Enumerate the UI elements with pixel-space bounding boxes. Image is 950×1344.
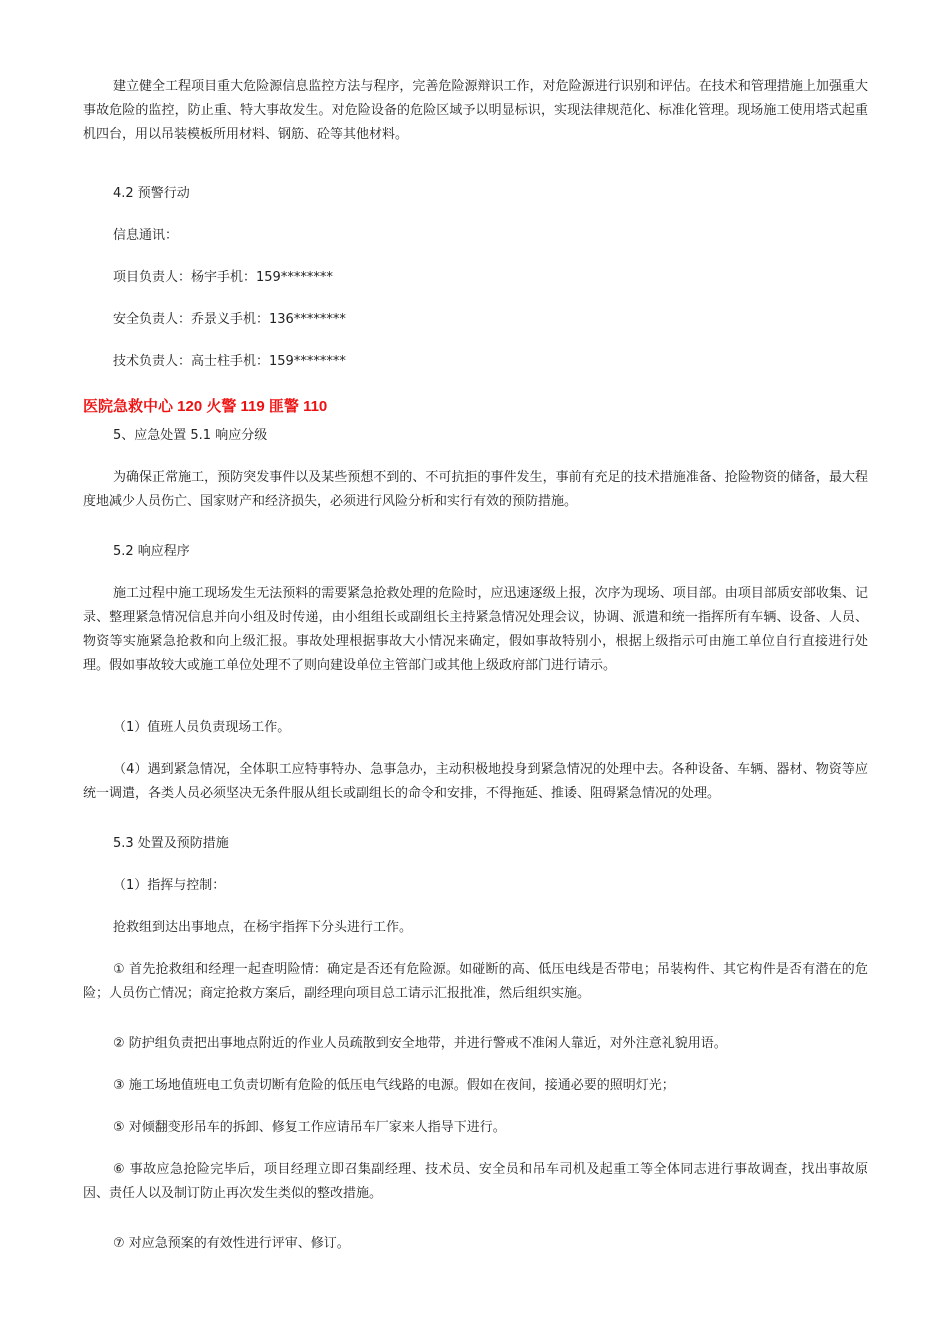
heading-5-1-response-levels: 5、应急处置 5.1 响应分级 — [113, 428, 268, 443]
heading-5-3-disposal-prevention: 5.3 处置及预防措施 — [113, 836, 229, 851]
emergency-hotlines: 医院急救中心 120 火警 119 匪警 110 — [83, 398, 328, 415]
heading-4-2-warning-action: 4.2 预警行动 — [113, 186, 190, 201]
paragraph-prevention-measures: 为确保正常施工，预防突发事件以及某些预想不到的、不可抗拒的事件发生，事前有充足的技术措施准备、抢险物资的储备，最大程度地减少人员伤亡、国家财产和经济损失，必须进行风险分析和实行有效的预防措施。 — [83, 470, 868, 509]
paragraph-rescue-team: 抢救组到达出事地点，在杨宇指挥下分头进行工作。 — [113, 920, 413, 935]
step-1-assess-danger: ① 首先抢救组和经理一起查明险情：确定是否还有危险源。如碰断的高、低压电线是否带电；吊装构件、其它构件是否有潜在的危险；人员伤亡情况；商定抢救方案后，副经理向项目总工请示汇报批准，然后组织实施。 — [83, 962, 868, 1001]
item-duty-staff: （1）值班人员负责现场工作。 — [113, 720, 291, 735]
paragraph-hazard-monitoring: 建立健全工程项目重大危险源信息监控方法与程序，完善危险源辩识工作，对危险源进行识别和评估。在技术和管理措施上加强重大事故危险的监控，防止重、特大事故发生。对危险设备的危险区域予以明显标识，实现法律规范化、标准化管理。现场施工使用塔式起重机四台，用以吊装模板所用材料、钢筋、砼等其他材料。 — [83, 79, 868, 142]
item-command-control: （1）指挥与控制： — [113, 878, 226, 893]
contact-project-lead: 项目负责人：杨宇手机：159******** — [113, 270, 333, 285]
contact-safety-lead: 安全负责人：乔景义手机：136******** — [113, 312, 346, 327]
step-2-evacuation: ② 防护组负责把出事地点附近的作业人员疏散到安全地带，并进行警戒不准闲人靠近，对外注意礼貌用语。 — [113, 1036, 727, 1051]
paragraph-reporting-procedure: 施工过程中施工现场发生无法预料的需要紧急抢救处理的危险时，应迅速逐级上报，次序为现场、项目部。由项目部质安部收集、记录、整理紧急情况信息并向小组及时传递，由小组组长或副组长主持紧急情况处理会议，协调、派遣和统一指挥所有车辆、设备、人员、物资等实施紧急抢救和向上级汇报。事故处理根据事故大小情况来确定，假如事故特别小，根据上级指示可由施工单位自行直接进行处理。假如事故较大或施工单位处理不了则向建设单位主管部门或其他上级政府部门进行请示。 — [83, 586, 868, 673]
contact-technical-lead: 技术负责人：高士柱手机：159******** — [113, 354, 346, 369]
heading-5-2-response-procedure: 5.2 响应程序 — [113, 544, 190, 559]
item-emergency-handling: （4）遇到紧急情况，全体职工应特事特办、急事急办，主动积极地投身到紧急情况的处理中去。各种设备、车辆、器材、物资等应统一调遣，各类人员必须坚决无条件服从组长或副组长的命令和安排，不得拖延、推诿、阻碍紧急情况的处理。 — [83, 762, 868, 801]
step-7-plan-review: ⑦ 对应急预案的有效性进行评审、修订。 — [113, 1236, 350, 1251]
step-5-crane-repair: ⑤ 对倾翻变形吊车的拆卸、修复工作应请吊车厂家来人指导下进行。 — [113, 1120, 506, 1135]
label-info-communication: 信息通讯： — [113, 228, 179, 243]
step-6-investigation: ⑥ 事故应急抢险完毕后，项目经理立即召集副经理、技术员、安全员和吊车司机及起重工等全体同志进行事故调查，找出事故原因、责任人以及制订防止再次发生类似的整改措施。 — [83, 1162, 868, 1201]
step-3-power-cutoff: ③ 施工场地值班电工负责切断有危险的低压电气线路的电源。假如在夜间，接通必要的照明灯光； — [113, 1078, 675, 1093]
